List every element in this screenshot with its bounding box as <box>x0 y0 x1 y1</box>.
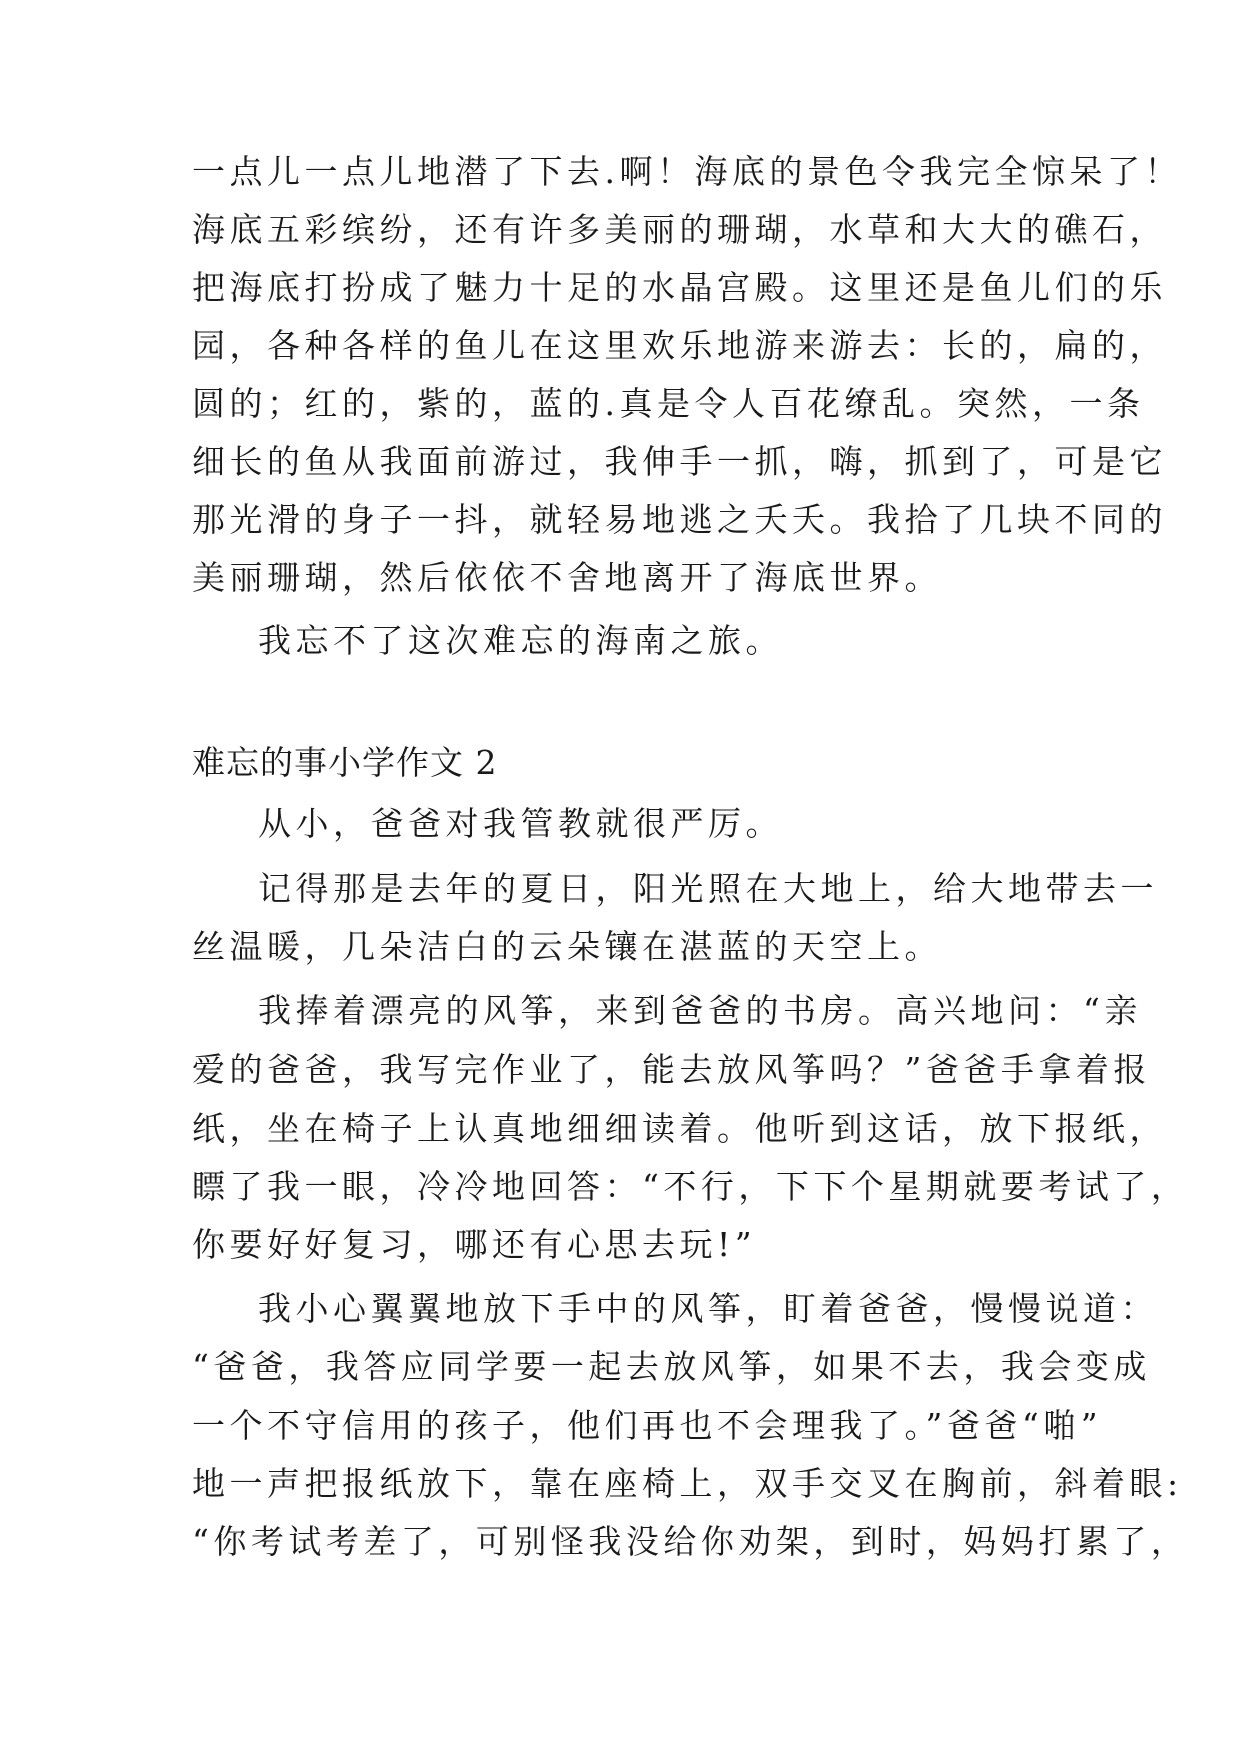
essay1-line-8: 美丽珊瑚，然后依依不舍地离开了海底世界。 <box>192 558 942 597</box>
essay2-line-4: 我捧着漂亮的风筝，来到爸爸的书房。高兴地问：“亲 <box>258 991 1142 1030</box>
essay2-line-13: “你考试考差了，可别怪我没给你劝架，到时，妈妈打累了， <box>192 1522 1189 1561</box>
essay2-line-7: 瞟了我一眼，冷冷地回答：“不行，下下个星期就要考试了， <box>192 1167 1189 1206</box>
essay1-line-5: 圆的；红的，紫的，蓝的.真是令人百花缭乱。突然，一条 <box>192 384 1145 423</box>
essay2-line-9: 我小心翼翼地放下手中的风筝，盯着爸爸，慢慢说道： <box>258 1289 1158 1328</box>
essay2-line-6: 纸，坐在椅子上认真地细细读着。他听到这话，放下报纸， <box>192 1109 1167 1148</box>
essay1-line-4: 园，各种各样的鱼儿在这里欢乐地游来游去：长的，扁的， <box>192 326 1167 365</box>
essay2-line-3: 丝温暖，几朵洁白的云朵镶在湛蓝的天空上。 <box>192 927 942 966</box>
essay1-closing: 我忘不了这次难忘的海南之旅。 <box>258 621 783 660</box>
essay1-line-1: 一点儿一点儿地潜了下去.啊！海底的景色令我完全惊呆了！ <box>192 152 1182 191</box>
essay2-line-8: 你要好好复习，哪还有心思去玩!” <box>192 1225 757 1264</box>
essay2-line-1: 从小，爸爸对我管教就很严厉。 <box>258 804 783 843</box>
essay2-line-12: 地一声把报纸放下，靠在座椅上，双手交叉在胸前，斜着眼: <box>192 1464 1183 1503</box>
essay1-line-3: 把海底打扮成了魅力十足的水晶宫殿。这里还是鱼儿们的乐 <box>192 268 1167 307</box>
essay2-line-11: 一个不守信用的孩子，他们再也不会理我了。”爸爸“啪” <box>192 1406 1103 1445</box>
essay1-line-6: 细长的鱼从我面前游过，我伸手一抓，嗨，抓到了，可是它 <box>192 442 1167 481</box>
essay1-line-7: 那光滑的身子一抖，就轻易地逃之夭夭。我拾了几块不同的 <box>192 500 1167 539</box>
essay1-line-2: 海底五彩缤纷，还有许多美丽的珊瑚，水草和大大的礁石， <box>192 210 1167 249</box>
essay2-line-10: “爸爸，我答应同学要一起去放风筝，如果不去，我会变成 <box>192 1347 1151 1386</box>
essay2-title: 难忘的事小学作文 2 <box>192 743 498 782</box>
essay2-line-2: 记得那是去年的夏日，阳光照在大地上，给大地带去一 <box>258 869 1158 908</box>
essay2-line-5: 爱的爸爸，我写完作业了，能去放风筝吗？”爸爸手拿着报 <box>192 1050 1151 1089</box>
